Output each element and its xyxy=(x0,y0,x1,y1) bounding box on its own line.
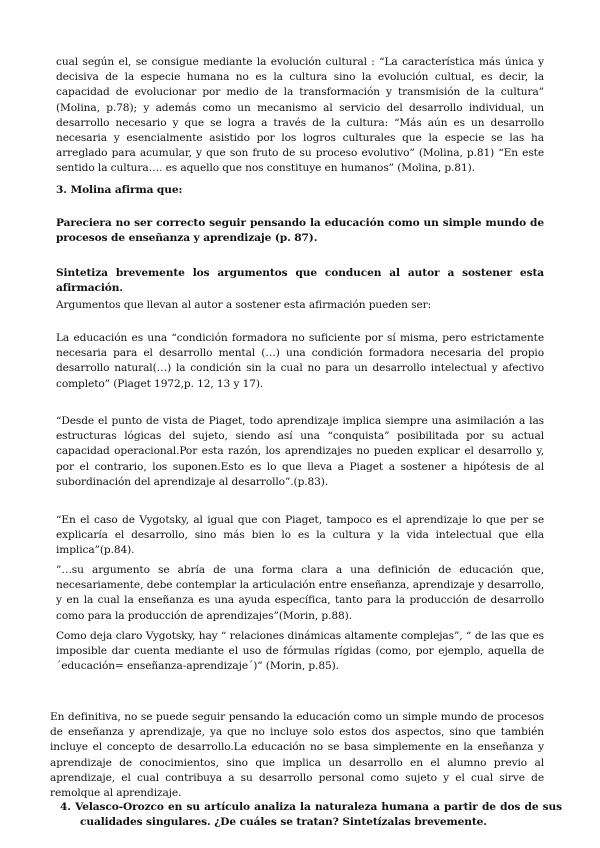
argument-piaget-2: “Desde el punto de vista de Piaget, todo aprendizaje implica siempre una asimilación a las estructuras lógicas del sujeto, siendo así una “conquista” posibilitada por su actual capacidad operacional.Por esta razón, los aprendizajes no pueden explicar el desarrollo y, por el contrario, los suponen.Esto es lo que lleva a Piaget a sostener a hipótesis de al subordinación del aprendizaje al desarrollo”.(p.83). xyxy=(56,415,544,488)
question4-heading: 4. Velasco-Orozco en su artículo analiza la naturaleza humana a partir de dos de sus cualidades singulares. ¿De cuáles se tratan? Sintetízalas brevemente. xyxy=(60,801,562,829)
conclusion-paragraph: En definitiva, no se puede seguir pensando la educación como un simple mundo de procesos de enseñanza y aprendizaje, ya que no incluye solo estos dos aspectos, sino que también incluye el concepto de desarrollo.La educación no se basa simplemente en la enseñanza y aprendizaje de conocimientos, sino que implica un desarrollo en el alumno previo al aprendizaje, el cual contribuya a su desarrollo personal como sujeto y el cual sirve de remolque al aprendizaje. xyxy=(50,711,544,800)
question3-heading: 3. Molina afirma que: xyxy=(56,184,183,196)
argument-vygotsky-3: Como deja claro Vygotsky, hay “ relaciones dinámicas altamente complejas”, “ de las que es imposible dar cuenta mediante el uso de fórmulas rígidas (como, por ejemplo, aquella de ´educación= enseñanza-aprendizaje´)” (Morin, p.85). xyxy=(56,630,544,673)
arguments-intro: Argumentos que llevan al autor a sostener esta afirmación pueden ser: xyxy=(56,299,432,311)
argument-vygotsky-1: “En el caso de Vygotsky, al igual que con Piaget, tampoco es el aprendizaje lo que per se explicaría el desarrollo, sino más bien lo es la cultura y la vida intelectual que ella implica”(p.84). xyxy=(56,514,544,557)
argument-vygotsky-2: ”…su argumento se abría de una forma clara a una definición de educación que, necesariamente, debe contemplar la articulación entre enseñanza, aprendizaje y desarrollo, y en la cual la enseñanza es una ayuda específica, tanto para la producción de desarrollo como para la producción de aprendizajes”(Morin, p.88). xyxy=(56,564,544,622)
intro-paragraph: cual según el, se consigue mediante la evolución cultural : “La característica más única y decisiva de la especie humana no es la cultura sino la evolución cultual, es decir, la capacidad de evolucionar por medio de la transformación y transmisión de la cultura” (Molina, p.78); y además como un mecanismo al servicio del desarrollo individual, un desarrollo necesario y que se logra a través de la cultura: “Más aún es un desarrollo necesaria y esencialmente asistido por los logros culturales que la especie se las ha arreglado para acumular, y que son fruto de su proceso evolutivo” (Molina, p.81) “En este sentido la cultura…. es aquello que nos constituye en humanos” (Molina, p.81). xyxy=(56,56,544,175)
question3-instruction: Sintetiza brevemente los argumentos que conducen al autor a sostener esta afirmación. xyxy=(56,267,544,295)
argument-piaget-1: La educación es una “condición formadora no suficiente por sí misma, pero estrictamente necesaria para el desarrollo mental (…) una condición formadora necesaria del propio desarrollo natural(…) la condición sin la cual no para un desarrollo intelectual y afectivo completo” (Piaget 1972,p. 12, 13 y 17). xyxy=(56,332,544,390)
question3-quote: Pareciera no ser correcto seguir pensando la educación como un simple mundo de procesos de enseñanza y aprendizaje (p. 87). xyxy=(56,217,544,245)
